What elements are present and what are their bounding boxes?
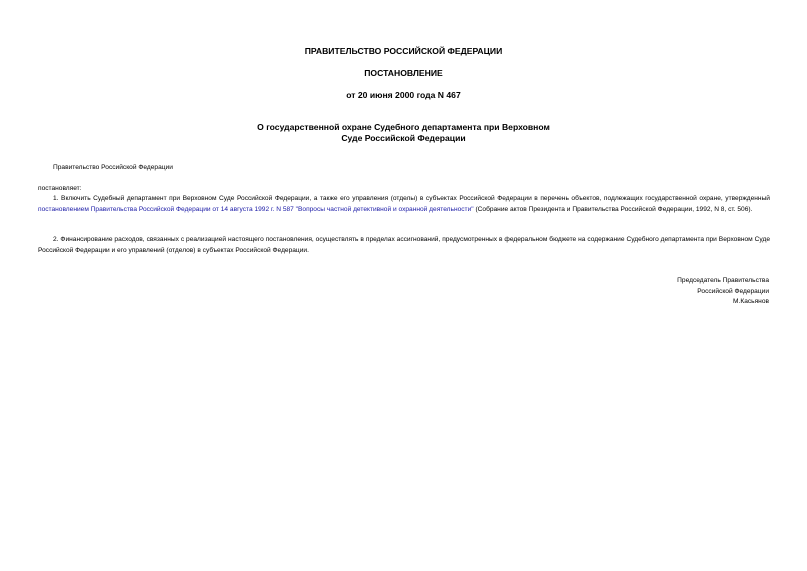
decree-text: постановляет:: [38, 185, 82, 192]
paragraph-1: [38, 194, 770, 215]
document-title-line-2: Суде Российской Федерации: [341, 133, 466, 143]
intro-text: Правительство Российской Федерации: [53, 164, 173, 171]
signature-name: М.Касьянов: [733, 298, 769, 305]
decree-link[interactable]: постановлением Правительства Российской Федерации от 14 августа 1992 г. N 587 "Вопросы частной детективной и охранной деятельности": [38, 205, 474, 213]
paragraph-2-text: 2. Финансирование расходов, связанных с реализацией настоящего постановления, осуществлять в пределах ассигнований, предусмотренных в федеральном бюджете на содержание Судебного департамента при Верховном Суде Российской Федерации и его управлений (отделов) в субъектах Российской Федерации.: [38, 236, 770, 254]
date-number-heading: от 20 июня 2000 года N 467: [346, 90, 461, 100]
paragraph-1-text-end: (Собрание актов Президента и Правительства Российской Федерации, 1992, N 8, ст. 506).: [473, 205, 753, 213]
document-title-line-1: О государственной охране Судебного департамента при Верховном: [257, 122, 550, 132]
issuer-heading: ПРАВИТЕЛЬСТВО РОССИЙСКОЙ ФЕДЕРАЦИИ: [304, 46, 503, 56]
paragraph-1-text-start: 1. Включить Судебный департамент при Верховном Суде Российской Федерации, а также его управления (отделы) в субъектах Российской Федерации в перечень объектов, подлежащих государственной охране, утвержденный: [53, 195, 770, 202]
paragraph-2: [38, 235, 770, 256]
signature-position: Председатель Правительства: [677, 277, 769, 284]
signature-organization: Российской Федерации: [697, 287, 769, 295]
document-type-heading: ПОСТАНОВЛЕНИЕ: [364, 68, 443, 78]
